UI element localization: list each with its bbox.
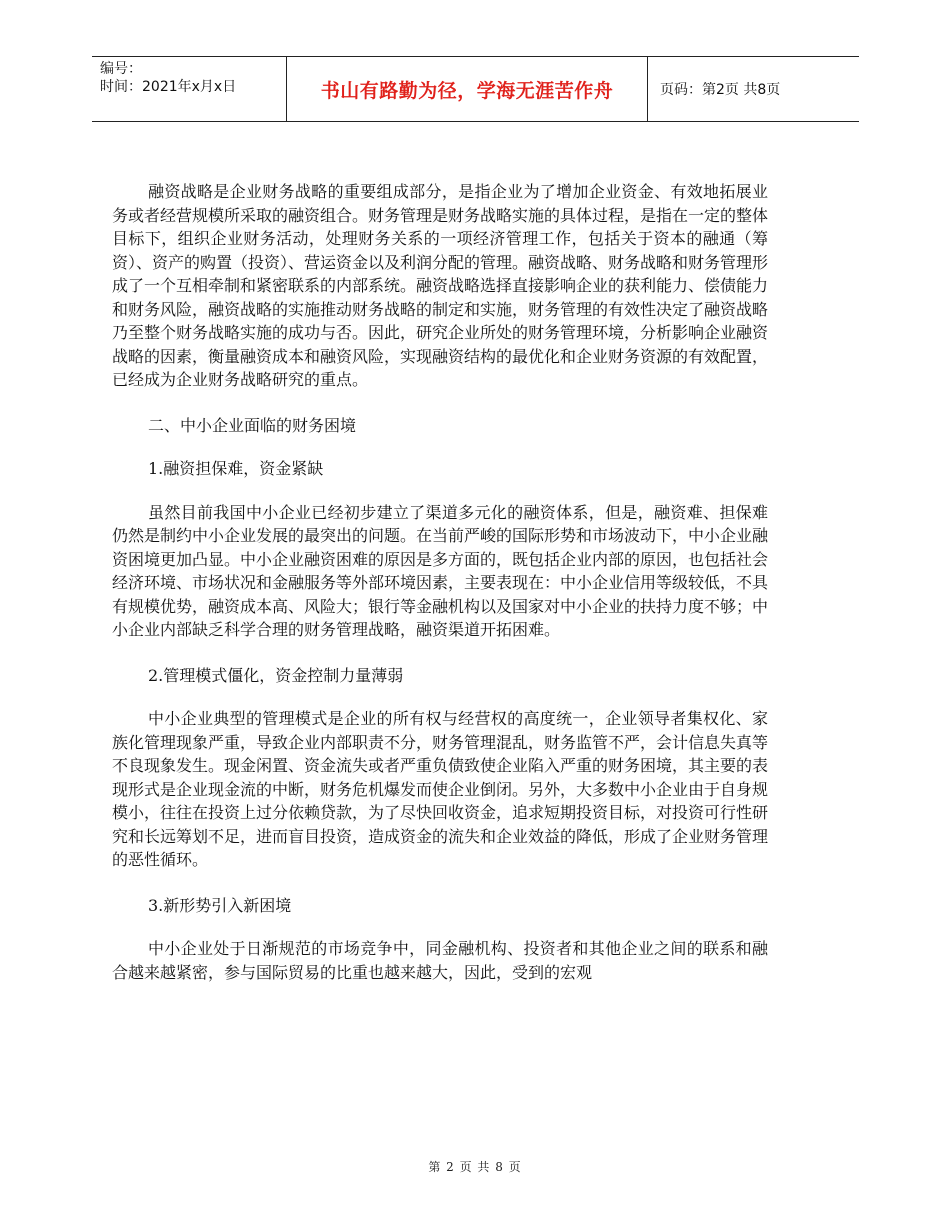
header-meta bbox=[100, 60, 236, 96]
section-heading-2: 二、中小企业面临的财务困境 bbox=[148, 415, 357, 435]
time-label: 时间：2021年x月x日 bbox=[100, 79, 237, 95]
paragraph-management-model: 中小企业典型的管理模式是企业的所有权与经营权的高度统一，企业领导者集权化、家族化管理现象严重，导致企业内部职责不分，财务管理混乱，财务监管不严，会计信息失真等不良现象发生。现金闲置、资金流失或者严重负债致使企业陷入严重的财务困境，其主要的表现形式是企业现金流的中断，财务危机爆发而使企业倒闭。另外，大多数中小企业由于自身规模小，往往在投资上过分依赖贷款，为了尽快回收资金，追求短期投资目标，对投资可行性研究和长远筹划不足，进而盲目投资，造成资金的流失和企业效益的降低，形成了企业财务管理的恶性循环。 bbox=[112, 709, 769, 869]
page-footer: 第 2 页 共 8 页 bbox=[428, 1160, 522, 1174]
number-label: 编号： bbox=[100, 61, 142, 77]
subsection-heading-1: 1.融资担保难，资金紧缺 bbox=[148, 459, 324, 478]
header-page-info: 页码：第2页 共8页 bbox=[660, 82, 781, 98]
subsection-heading-3: 3.新形势引入新困境 bbox=[148, 895, 292, 915]
header-motto: 书山有路勤为径，学海无涯苦作舟 bbox=[286, 57, 648, 121]
page-header bbox=[92, 56, 859, 122]
subsection-heading-2: 2.管理模式僵化，资金控制力量薄弱 bbox=[148, 665, 404, 685]
paragraph-financing-strategy: 融资战略是企业财务战略的重要组成部分，是指企业为了增加企业资金、有效地拓展业务或者经营规模所采取的融资组合。财务管理是财务战略实施的具体过程，是指在一定的整体目标下，组织企业财务活动，处理财务关系的一项经济管理工作，包括关于资本的融通（筹资）、资产的购置（投资）、营运资金以及利润分配的管理。融资战略、财务战略和财务管理形成了一个互相牵制和紧密联系的内部系统。融资战略选择直接影响企业的获利能力、偿债能力和财务风险，融资战略的实施推动财务战略的制定和实施，财务管理的有效性决定了融资战略乃至整个财务战略实施的成功与否。因此，研究企业所处的财务管理环境，分析影响企业融资战略的因素，衡量融资成本和融资风险，实现融资结构的最优化和企业财务资源的有效配置，已经成为企业财务战略研究的重点。 bbox=[112, 182, 769, 389]
document-body bbox=[112, 180, 768, 1006]
paragraph-new-situation: 中小企业处于日渐规范的市场竞争中，同金融机构、投资者和其他企业之间的联系和融合越来越紧密，参与国际贸易的比重也越来越大，因此，受到的宏观 bbox=[112, 939, 768, 982]
paragraph-financing-difficulty: 虽然目前我国中小企业已经初步建立了渠道多元化的融资体系，但是，融资难、担保难仍然是制约中小企业发展的最突出的问题。在当前严峻的国际形势和市场波动下，中小企业融资困境更加凸显。中小企业融资困难的原因是多方面的，既包括企业内部的原因，也包括社会经济环境、市场状况和金融服务等外部环境因素，主要表现在：中小企业信用等级较低，不具有规模优势，融资成本高、风险大；银行等金融机构以及国家对中小企业的扶持力度不够；中小企业内部缺乏科学合理的财务管理战略，融资渠道开拓困难。 bbox=[112, 502, 769, 639]
